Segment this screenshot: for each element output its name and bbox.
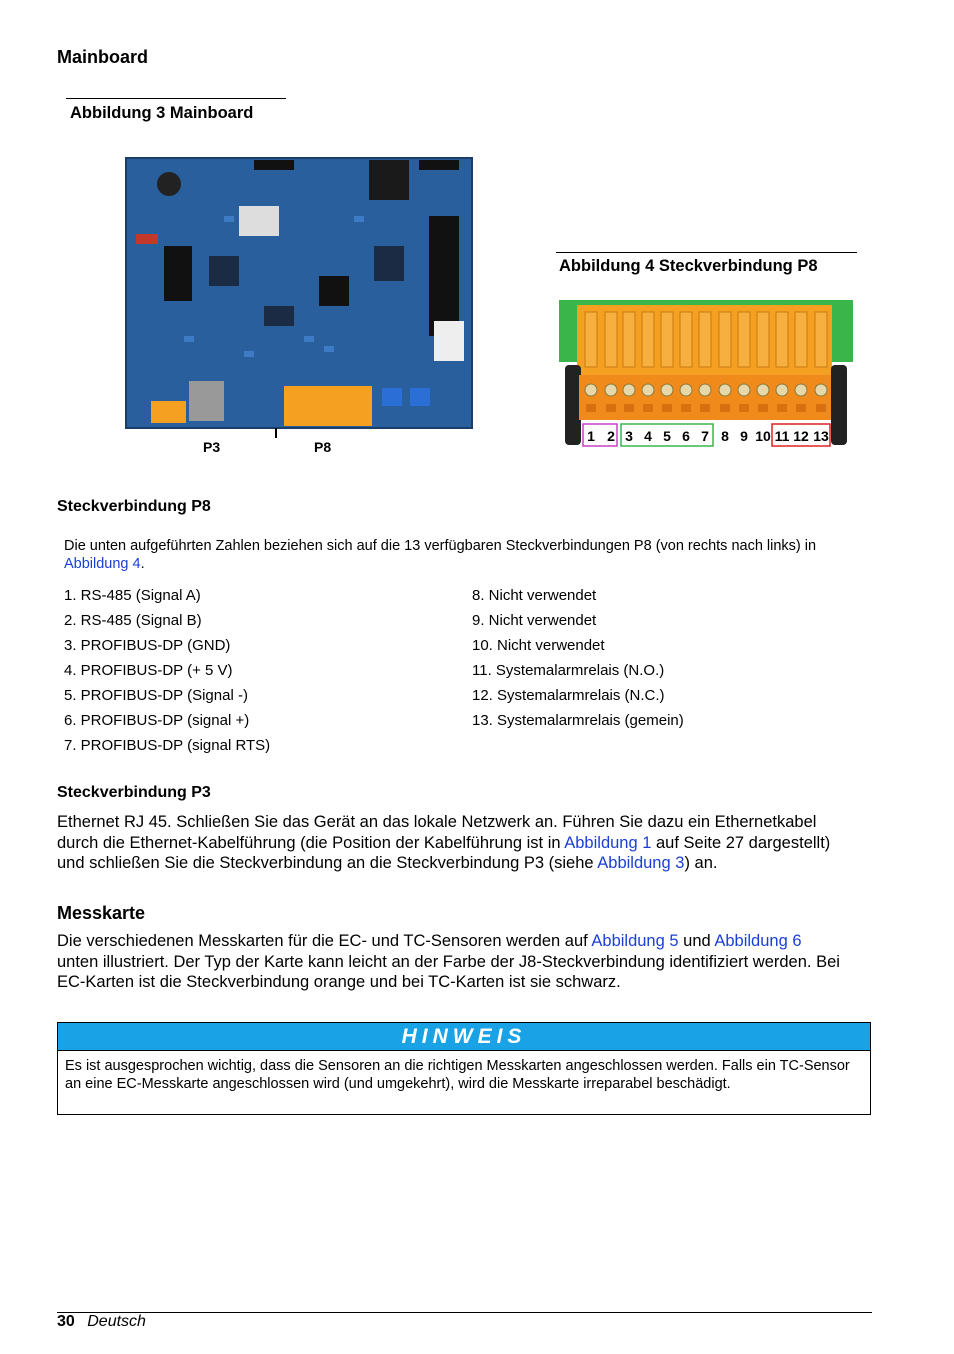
- link-abbildung-5[interactable]: Abbildung 5: [591, 932, 679, 950]
- connector-screw: [623, 384, 635, 396]
- list-item: 13. Systemalarmrelais (gemein): [472, 712, 684, 729]
- connector-pin: [585, 312, 597, 367]
- p3-text-3: ) an.: [684, 854, 718, 872]
- connector-screw: [776, 384, 788, 396]
- connector-hole: [662, 404, 672, 412]
- link-abbildung-3[interactable]: Abbildung 3: [597, 854, 685, 872]
- connector-screw: [585, 384, 597, 396]
- figure-3-caption: Abbildung 3 Mainboard: [70, 104, 254, 122]
- heading-messkarte: Messkarte: [57, 903, 146, 923]
- list-item: 12. Systemalarmrelais (N.C.): [472, 687, 665, 704]
- connector-pin: [680, 312, 692, 367]
- link-abbildung-6[interactable]: Abbildung 6: [714, 932, 802, 950]
- list-item: 4. PROFIBUS-DP (+ 5 V): [64, 662, 233, 679]
- list-item: 3. PROFIBUS-DP (GND): [64, 637, 231, 654]
- pin-number-label: 3: [625, 428, 633, 444]
- connector-hole: [700, 404, 710, 412]
- connector-pin: [719, 312, 731, 367]
- p3-text-2: auf Seite 27 dargestellt) und schließen Sie die Steckverbindung an die Steckverbindung P3 (siehe: [57, 833, 831, 872]
- footer: [57, 1313, 146, 1331]
- pin-number-label: 12: [793, 428, 809, 444]
- p3-text-1: Ethernet RJ 45. Schließen Sie das Gerät an das lokale Netzwerk an. Führen Sie dazu ein Ethernetkabel durch die Ethernet-Kabelführung (die Position der Kabelführung ist in: [57, 813, 817, 852]
- pin-number-label: 4: [644, 428, 652, 444]
- messkarte-text-1: Die verschiedenen Messkarten für die EC- und TC-Sensoren werden auf: [57, 932, 592, 950]
- connector-pin: [642, 312, 654, 367]
- footer-rule: [57, 1312, 872, 1313]
- connector-screw: [757, 384, 769, 396]
- connector-pin: [661, 312, 673, 367]
- connector-pin: [757, 312, 769, 367]
- list-item: 9. Nicht verwendet: [472, 612, 597, 629]
- connector-pin: [776, 312, 788, 367]
- list-item: 1. RS-485 (Signal A): [64, 587, 201, 604]
- pin-number-label: 9: [740, 428, 748, 444]
- connector-screw: [605, 384, 617, 396]
- connector-screw: [719, 384, 731, 396]
- connector-pin: [738, 312, 750, 367]
- hinweis-title: HINWEIS: [58, 1023, 870, 1051]
- label-p8: P8: [314, 439, 332, 455]
- mainboard-image: [124, 156, 476, 456]
- pin-number-label: 8: [721, 428, 729, 444]
- connector-screw: [680, 384, 692, 396]
- list-item: 5. PROFIBUS-DP (Signal -): [64, 687, 248, 704]
- footer-language: Deutsch: [87, 1313, 146, 1330]
- list-item: 7. PROFIBUS-DP (signal RTS): [64, 737, 271, 754]
- connector-pin: [605, 312, 617, 367]
- p8-intro-end: .: [140, 556, 145, 572]
- link-abbildung-4[interactable]: Abbildung 4: [64, 556, 141, 572]
- list-item: 6. PROFIBUS-DP (signal +): [64, 712, 250, 729]
- connector-hole: [816, 404, 826, 412]
- messkarte-paragraph: [57, 931, 847, 993]
- connector-hole: [777, 404, 787, 412]
- connector-screw: [699, 384, 711, 396]
- pin-number-label: 10: [755, 428, 771, 444]
- connector-hole: [739, 404, 749, 412]
- pin-number-label: 6: [682, 428, 690, 444]
- p8-pin-list-right: [472, 583, 684, 733]
- p3-paragraph: [57, 812, 857, 874]
- messkarte-text-2: und: [678, 932, 715, 950]
- pin-number-label: 2: [607, 428, 615, 444]
- list-item: 10. Nicht verwendet: [472, 637, 605, 654]
- connector-hole: [758, 404, 768, 412]
- p8-intro-text: Die unten aufgeführten Zahlen beziehen sich auf die 13 verfügbaren Steckverbindungen P8 (von rechts nach links) in: [64, 538, 817, 554]
- connector-screw: [642, 384, 654, 396]
- list-item: 8. Nicht verwendet: [472, 587, 597, 604]
- messkarte-text-3: unten illustriert. Der Typ der Karte kann leicht an der Farbe der J8-Steckverbindung identifiziert werden. Bei EC-Karten ist die Steckverbindung orange und bei TC-Karten ist sie schwarz.: [57, 952, 840, 991]
- connector-pin: [699, 312, 711, 367]
- figure-rule: [66, 98, 286, 99]
- label-p3: P3: [203, 439, 221, 455]
- connector-screw: [815, 384, 827, 396]
- hinweis-text: Es ist ausgesprochen wichtig, dass die Sensoren an die richtigen Messkarten angeschlossen werden. Falls ein TC-Sensor an eine EC-Messkarte angeschlossen wird (und umgekehrt), wird die Messkarte irreparabel beschädigt.: [65, 1058, 850, 1092]
- p8-pin-list-left: [64, 583, 270, 758]
- connector-hole: [586, 404, 596, 412]
- p8-intro-paragraph: [64, 537, 854, 573]
- connector-screw: [795, 384, 807, 396]
- connector-pin: [815, 312, 827, 367]
- connector-screw: [661, 384, 673, 396]
- figure-rule: [556, 252, 857, 253]
- connector-hole: [643, 404, 653, 412]
- p8-connector-image: [559, 300, 853, 450]
- list-item: 2. RS-485 (Signal B): [64, 612, 202, 629]
- hinweis-notice: [57, 1022, 871, 1115]
- connector-pin: [795, 312, 807, 367]
- connector-hole: [796, 404, 806, 412]
- connector-hole: [681, 404, 691, 412]
- pin-number-label: 13: [813, 428, 829, 444]
- figure-4-caption: Abbildung 4 Steckverbindung P8: [559, 257, 818, 275]
- pin-number-label: 11: [774, 428, 790, 444]
- page-number: 30: [57, 1313, 75, 1330]
- heading-steckverbindung-p8: Steckverbindung P8: [57, 498, 211, 515]
- heading-steckverbindung-p3: Steckverbindung P3: [57, 784, 211, 801]
- list-item: 11. Systemalarmrelais (N.O.): [472, 662, 665, 679]
- connector-hole: [624, 404, 634, 412]
- pin-number-label: 1: [587, 428, 595, 444]
- pin-number-label: 7: [701, 428, 709, 444]
- connector-screw: [738, 384, 750, 396]
- link-abbildung-1[interactable]: Abbildung 1: [564, 833, 652, 852]
- connector-hole: [720, 404, 730, 412]
- connector-hole: [606, 404, 616, 412]
- pin-number-label: 5: [663, 428, 671, 444]
- section-heading-mainboard: Mainboard: [57, 47, 149, 67]
- connector-pin: [623, 312, 635, 367]
